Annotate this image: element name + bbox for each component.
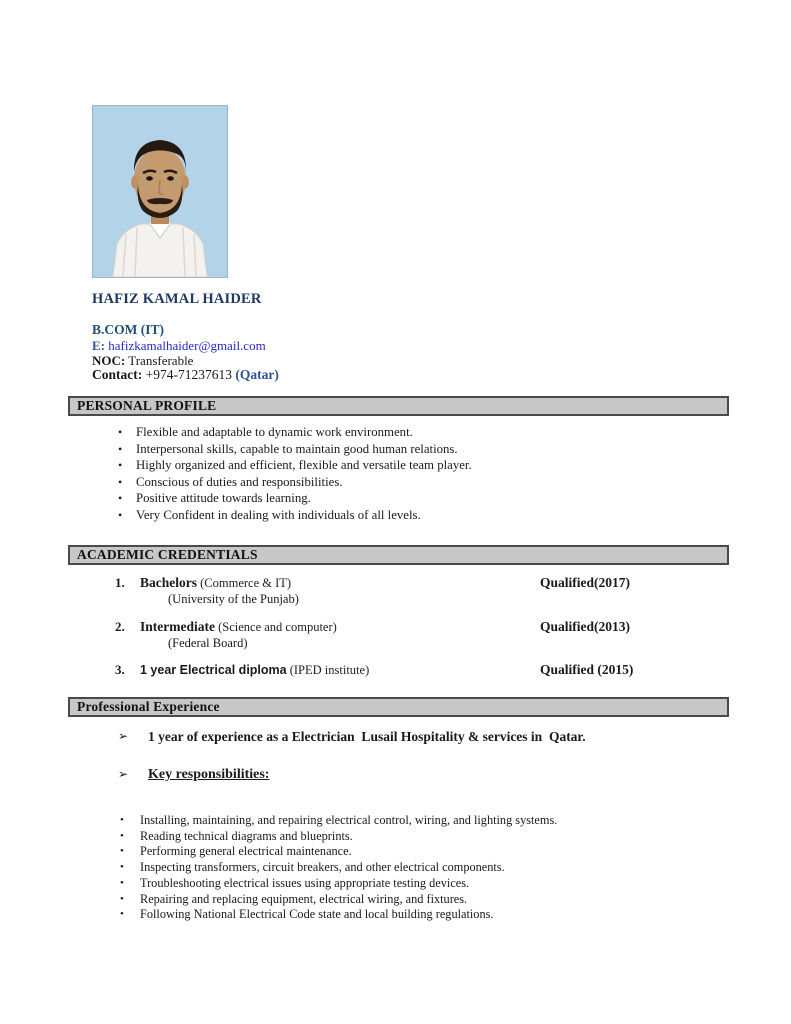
profile-bullet-item bbox=[68, 490, 729, 507]
responsibility-item bbox=[68, 876, 729, 892]
arrow-bullet-icon: ➢ bbox=[118, 767, 129, 781]
bullet-icon: • bbox=[118, 441, 123, 456]
responsibility-item-text: Troubleshooting electrical issues using appropriate testing devices. bbox=[140, 875, 470, 890]
academic-item-institution: (University of the Punjab) bbox=[168, 592, 299, 606]
bullet-icon: • bbox=[120, 829, 124, 842]
bullet-icon: • bbox=[120, 892, 124, 905]
degree-title: B.COM (IT) bbox=[92, 322, 164, 337]
contact-country: (Qatar) bbox=[235, 367, 279, 382]
profile-bullet-item-text: Positive attitude towards learning. bbox=[136, 491, 311, 506]
academic-item-title: Intermediate bbox=[140, 619, 215, 634]
responsibility-item bbox=[68, 844, 729, 860]
profile-bullet-item bbox=[68, 474, 729, 491]
responsibility-item bbox=[68, 892, 729, 908]
profile-bullet-item bbox=[68, 507, 729, 524]
contact-label: Contact: bbox=[92, 367, 143, 382]
responsibility-item-text: Inspecting transformers, circuit breakers, and other electrical components. bbox=[140, 860, 505, 875]
academic-item-title: Bachelors bbox=[140, 575, 197, 590]
contact-row bbox=[92, 367, 279, 383]
academic-item bbox=[68, 575, 729, 591]
noc-label: NOC: bbox=[92, 353, 126, 368]
academic-item-detail: (Science and computer) bbox=[214, 620, 337, 634]
profile-bullet-item-text: Highly organized and efficient, flexible and versatile team player. bbox=[136, 458, 472, 473]
academic-item bbox=[68, 662, 729, 678]
profile-bullet-item-text: Interpersonal skills, capable to maintain good human relations. bbox=[136, 441, 458, 456]
section-professional-experience bbox=[68, 697, 729, 923]
section-header-academic-credentials: ACADEMIC CREDENTIALS bbox=[68, 545, 729, 565]
responsibility-item-text: Performing general electrical maintenance. bbox=[140, 844, 352, 859]
academic-item-detail: (IPED institute) bbox=[286, 663, 370, 677]
academic-item-status: Qualified (2015) bbox=[540, 662, 634, 677]
section-header-personal-profile: PERSONAL PROFILE bbox=[68, 396, 729, 416]
responsibility-item-text: Repairing and replacing equipment, electrical wiring, and fixtures. bbox=[140, 891, 468, 906]
academic-item-number: 1. bbox=[115, 575, 125, 590]
section-academic-credentials bbox=[68, 545, 729, 678]
academic-credentials-list bbox=[68, 575, 729, 678]
email-link[interactable]: hafizkamalhaider@gmail.com bbox=[108, 338, 266, 353]
bullet-icon: • bbox=[120, 861, 124, 874]
email-label: E: bbox=[92, 338, 105, 353]
profile-photo bbox=[92, 105, 228, 278]
bullet-icon: • bbox=[118, 458, 123, 473]
noc-value: Transferable bbox=[128, 353, 194, 368]
profile-bullet-item bbox=[68, 457, 729, 474]
section-personal-profile bbox=[68, 396, 729, 524]
responsibility-item-text: Installing, maintaining, and repairing electrical control, wiring, and lighting systems. bbox=[140, 813, 558, 827]
arrow-bullet-icon: ➢ bbox=[118, 729, 129, 743]
responsibility-item-text: Following National Electrical Code state and local building regulations. bbox=[140, 907, 494, 922]
bullet-icon: • bbox=[118, 425, 123, 439]
responsibility-item bbox=[68, 829, 729, 845]
academic-item-status: Qualified(2017) bbox=[540, 575, 630, 590]
experience-summary-text: 1 year of experience as a Electrician Lusail Hospitality & services in Qatar. bbox=[148, 729, 586, 744]
academic-item-title: 1 year Electrical diploma bbox=[140, 663, 287, 677]
bullet-icon: • bbox=[120, 876, 124, 889]
bullet-icon: • bbox=[118, 507, 123, 522]
bullet-icon: • bbox=[120, 908, 124, 921]
responsibility-item bbox=[68, 907, 729, 923]
responsibility-item-text: Reading technical diagrams and blueprints. bbox=[140, 828, 353, 843]
academic-item-status: Qualified(2013) bbox=[540, 619, 630, 634]
responsibility-item bbox=[68, 860, 729, 876]
academic-item bbox=[68, 619, 729, 635]
profile-bullet-item bbox=[68, 441, 729, 458]
experience-summary-row bbox=[68, 729, 729, 745]
academic-item-detail: (Commerce & IT) bbox=[197, 576, 292, 590]
email-row bbox=[92, 338, 266, 354]
personal-profile-list bbox=[68, 424, 729, 524]
contact-number: +974-71237613 bbox=[145, 367, 232, 382]
key-responsibilities-row bbox=[68, 767, 729, 783]
section-header-professional-experience: Professional Experience bbox=[68, 697, 729, 717]
responsibilities-list bbox=[68, 813, 729, 923]
academic-item-number: 2. bbox=[115, 619, 125, 634]
profile-bullet-item-text: Very Confident in dealing with individuals of all levels. bbox=[136, 507, 421, 522]
profile-bullet-item bbox=[68, 424, 729, 441]
bullet-icon: • bbox=[120, 845, 124, 858]
bullet-icon: • bbox=[120, 814, 124, 826]
academic-item-number: 3. bbox=[115, 662, 125, 677]
bullet-icon: • bbox=[118, 491, 123, 506]
academic-item-institution: (Federal Board) bbox=[168, 636, 248, 650]
profile-bullet-item-text: Conscious of duties and responsibilities. bbox=[136, 474, 343, 489]
bullet-icon: • bbox=[118, 474, 123, 489]
key-responsibilities-heading: Key responsibilities: bbox=[148, 767, 270, 782]
profile-bullet-item-text: Flexible and adaptable to dynamic work environment. bbox=[136, 425, 413, 439]
candidate-name: HAFIZ KAMAL HAIDER bbox=[92, 291, 262, 307]
portrait-illustration bbox=[93, 106, 227, 277]
responsibility-item bbox=[68, 813, 729, 829]
